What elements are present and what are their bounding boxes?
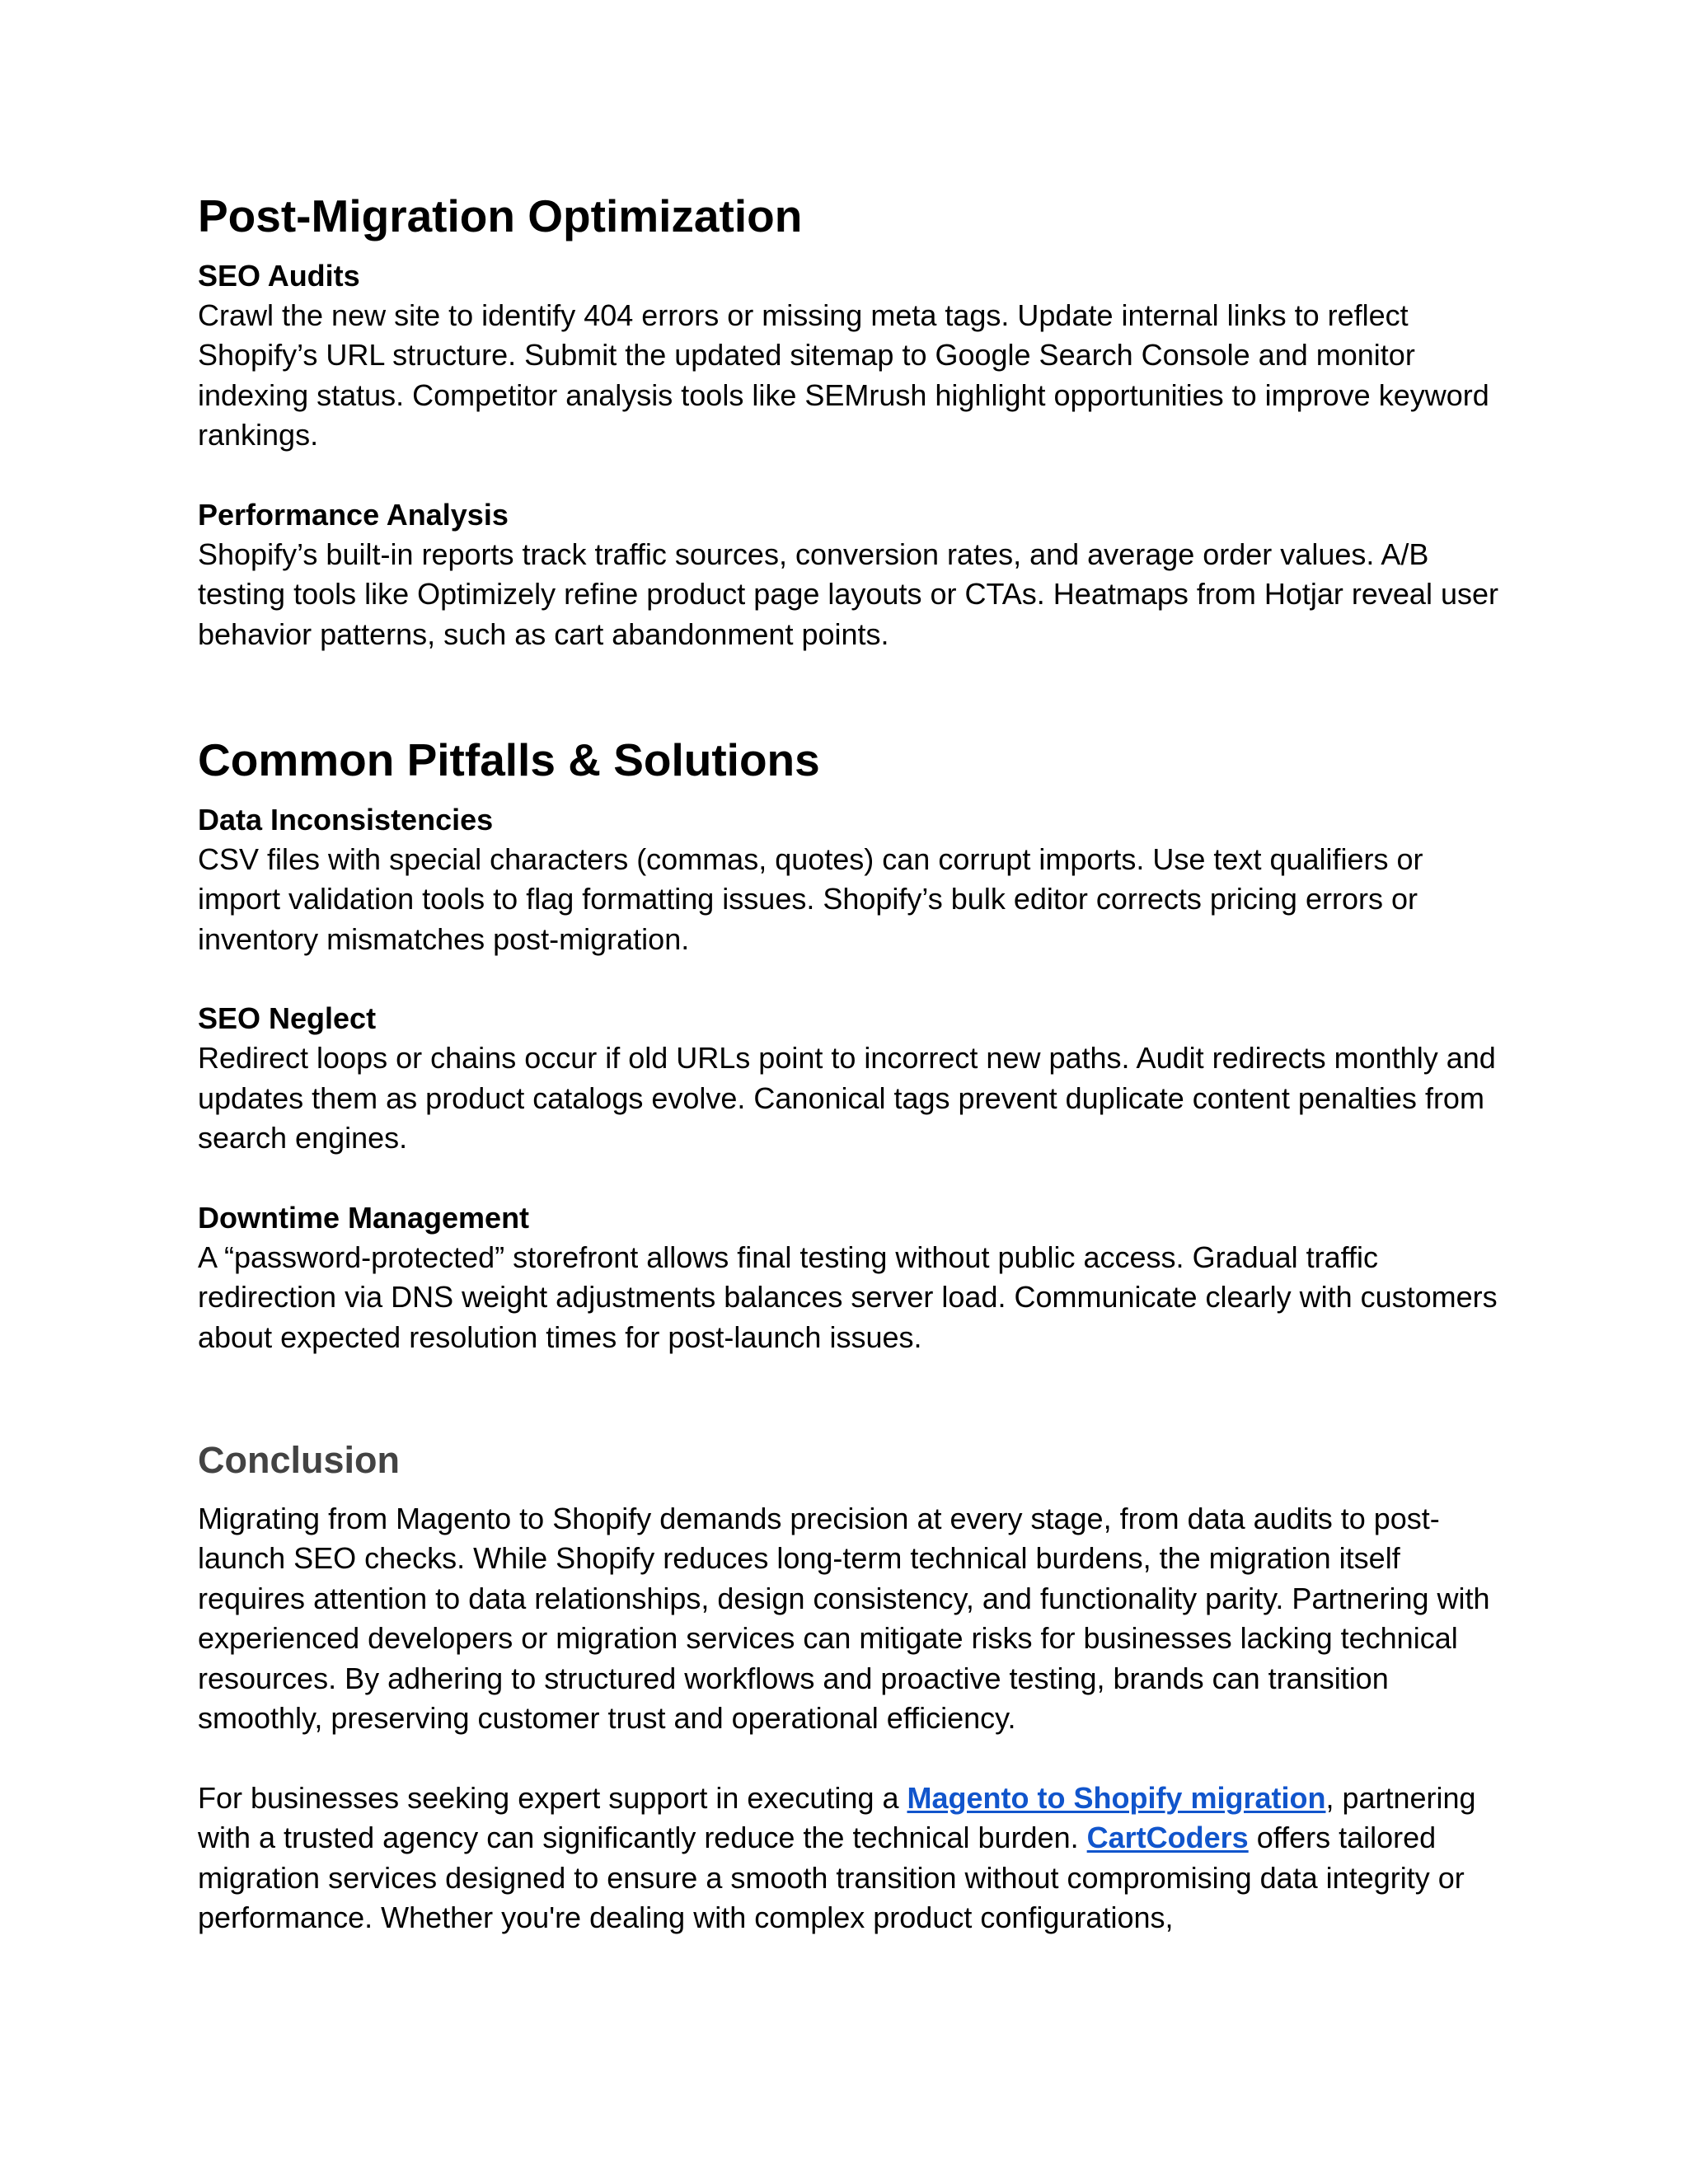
cartcoders-link[interactable]: CartCoders bbox=[1086, 1821, 1249, 1854]
paragraph-seo-audits: Crawl the new site to identify 404 errors or missing meta tags. Update internal links to reflect Shopify’s URL structure. Submit the updated sitemap to Google Search Console and monitor indexing status. Competitor analysis tools like SEMrush highlight opportunities to improve keyword rankings. bbox=[198, 298, 1489, 452]
conclusion-paragraph-2 bbox=[198, 1779, 1500, 1938]
paragraph-downtime-management: A “password-protected” storefront allows final testing without public access. Gradual traffic redirection via DNS weight adjustments balances server load. Communicate clearly with customers about expected resolution times for post-launch issues. bbox=[198, 1240, 1498, 1354]
paragraph-performance-analysis: Shopify’s built-in reports track traffic sources, conversion rates, and average order values. A/B testing tools like Optimizely refine product page layouts or CTAs. Heatmaps from Hotjar reveal user behavior patterns, such as cart abandonment points. bbox=[198, 537, 1498, 651]
subheading-downtime-management: Downtime Management bbox=[198, 1200, 530, 1235]
section-heading-post-migration: Post-Migration Optimization bbox=[198, 190, 803, 241]
paragraph-text: offers tailored migration services designed to ensure a smooth transition without compromising data integrity or performance. Whether you're dealing with complex product configurations, bbox=[198, 1821, 1465, 1934]
paragraph-seo-neglect: Redirect loops or chains occur if old URLs point to incorrect new paths. Audit redirects monthly and updates them as product catalogs evolve. Canonical tags prevent duplicate content penalties from search engines. bbox=[198, 1041, 1496, 1155]
subheading-seo-audits: SEO Audits bbox=[198, 258, 360, 293]
subheading-seo-neglect: SEO Neglect bbox=[198, 1001, 377, 1035]
paragraph-data-inconsistencies: CSV files with special characters (commas, quotes) can corrupt imports. Use text qualifiers or import validation tools to flag formatting issues. Shopify’s bulk editor corrects pricing errors or inventory mismatches post-migration. bbox=[198, 841, 1423, 956]
subheading-performance-analysis: Performance Analysis bbox=[198, 497, 509, 532]
conclusion-heading: Conclusion bbox=[198, 1439, 400, 1481]
conclusion-paragraph-1: Migrating from Magento to Shopify demands precision at every stage, from data audits to post-launch SEO checks. While Shopify reduces long-term technical burdens, the migration itself requires attention to data relationships, design consistency, and functionality parity. Partnering with experienced developers or migration services can mitigate risks for businesses lacking technical resources. By adhering to structured workflows and proactive testing, brands can transition smoothly, preserving customer trust and operational efficiency. bbox=[198, 1501, 1490, 1735]
paragraph-text: For businesses seeking expert support in executing a bbox=[198, 1780, 907, 1815]
section-heading-common-pitfalls: Common Pitfalls & Solutions bbox=[198, 734, 820, 785]
magento-to-shopify-migration-link[interactable]: Magento to Shopify migration bbox=[907, 1780, 1326, 1815]
paragraph-text: , partnering with a trusted agency can significantly reduce the technical burden. bbox=[198, 1780, 1476, 1854]
subheading-data-inconsistencies: Data Inconsistencies bbox=[198, 802, 494, 837]
document-page bbox=[198, 191, 1500, 1938]
